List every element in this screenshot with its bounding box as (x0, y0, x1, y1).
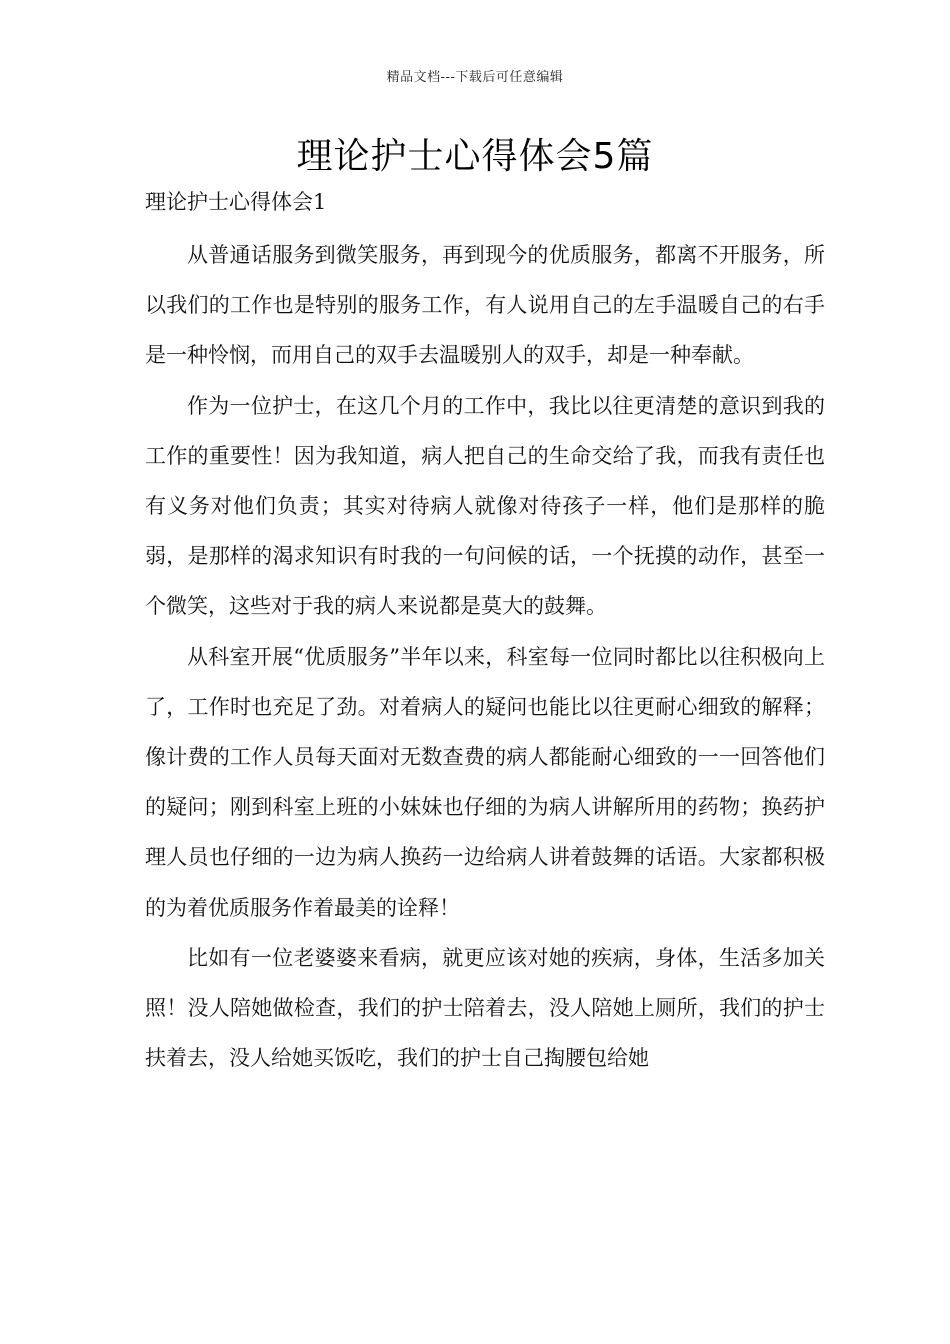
paragraph: 从普通话服务到微笑服务，再到现今的优质服务，都离不开服务，所以我们的工作也是特别的服务工作，有人说用自己的左手温暖自己的右手是一种怜悯，而用自己的双手去温暖别人的双手，却是一种奉献。 (145, 243, 825, 368)
document-title: 理论护士心得体会5篇 (296, 136, 654, 177)
paragraph: 作为一位护士，在这几个月的工作中，我比以往更清楚的意识到我的工作的重要性！因为我知道，病人把自己的生命交给了我，而我有责任也有义务对他们负责；其实对待病人就像对待孩子一样，他们是那样的脆弱，是那样的渴求知识有时我的一句问候的话，一个抚摸的动作，甚至一个微笑，这些对于我的病人来说都是莫大的鼓舞。 (145, 393, 825, 619)
paragraph: 从科室开展“优质服务”半年以来，科室每一位同时都比以往积极向上了，工作时也充足了劲。对着病人的疑问也能比以往更耐心细致的解释；像计费的工作人员每天面对无数查费的病人都能耐心细致的一一回答他们的疑问；刚到科室上班的小妹妹也仔细的为病人讲解所用的药物；换药护理人员也仔细的一边为病人换药一边给病人讲着鼓舞的话语。大家都积极的为着优质服务作着最美的诠释！ (145, 644, 825, 920)
paragraph: 比如有一位老婆婆来看病，就更应该对她的疾病，身体，生活多加关照！没人陪她做检查，我们的护士陪着去，没人陪她上厕所，我们的护士扶着去，没人给她买饭吃，我们的护士自己掏腰包给她 (145, 945, 825, 1071)
section-heading: 理论护士心得体会1 (145, 190, 327, 214)
header-note: 精品文档---下载后可任意编辑 (386, 70, 564, 85)
body-text (145, 230, 825, 1083)
